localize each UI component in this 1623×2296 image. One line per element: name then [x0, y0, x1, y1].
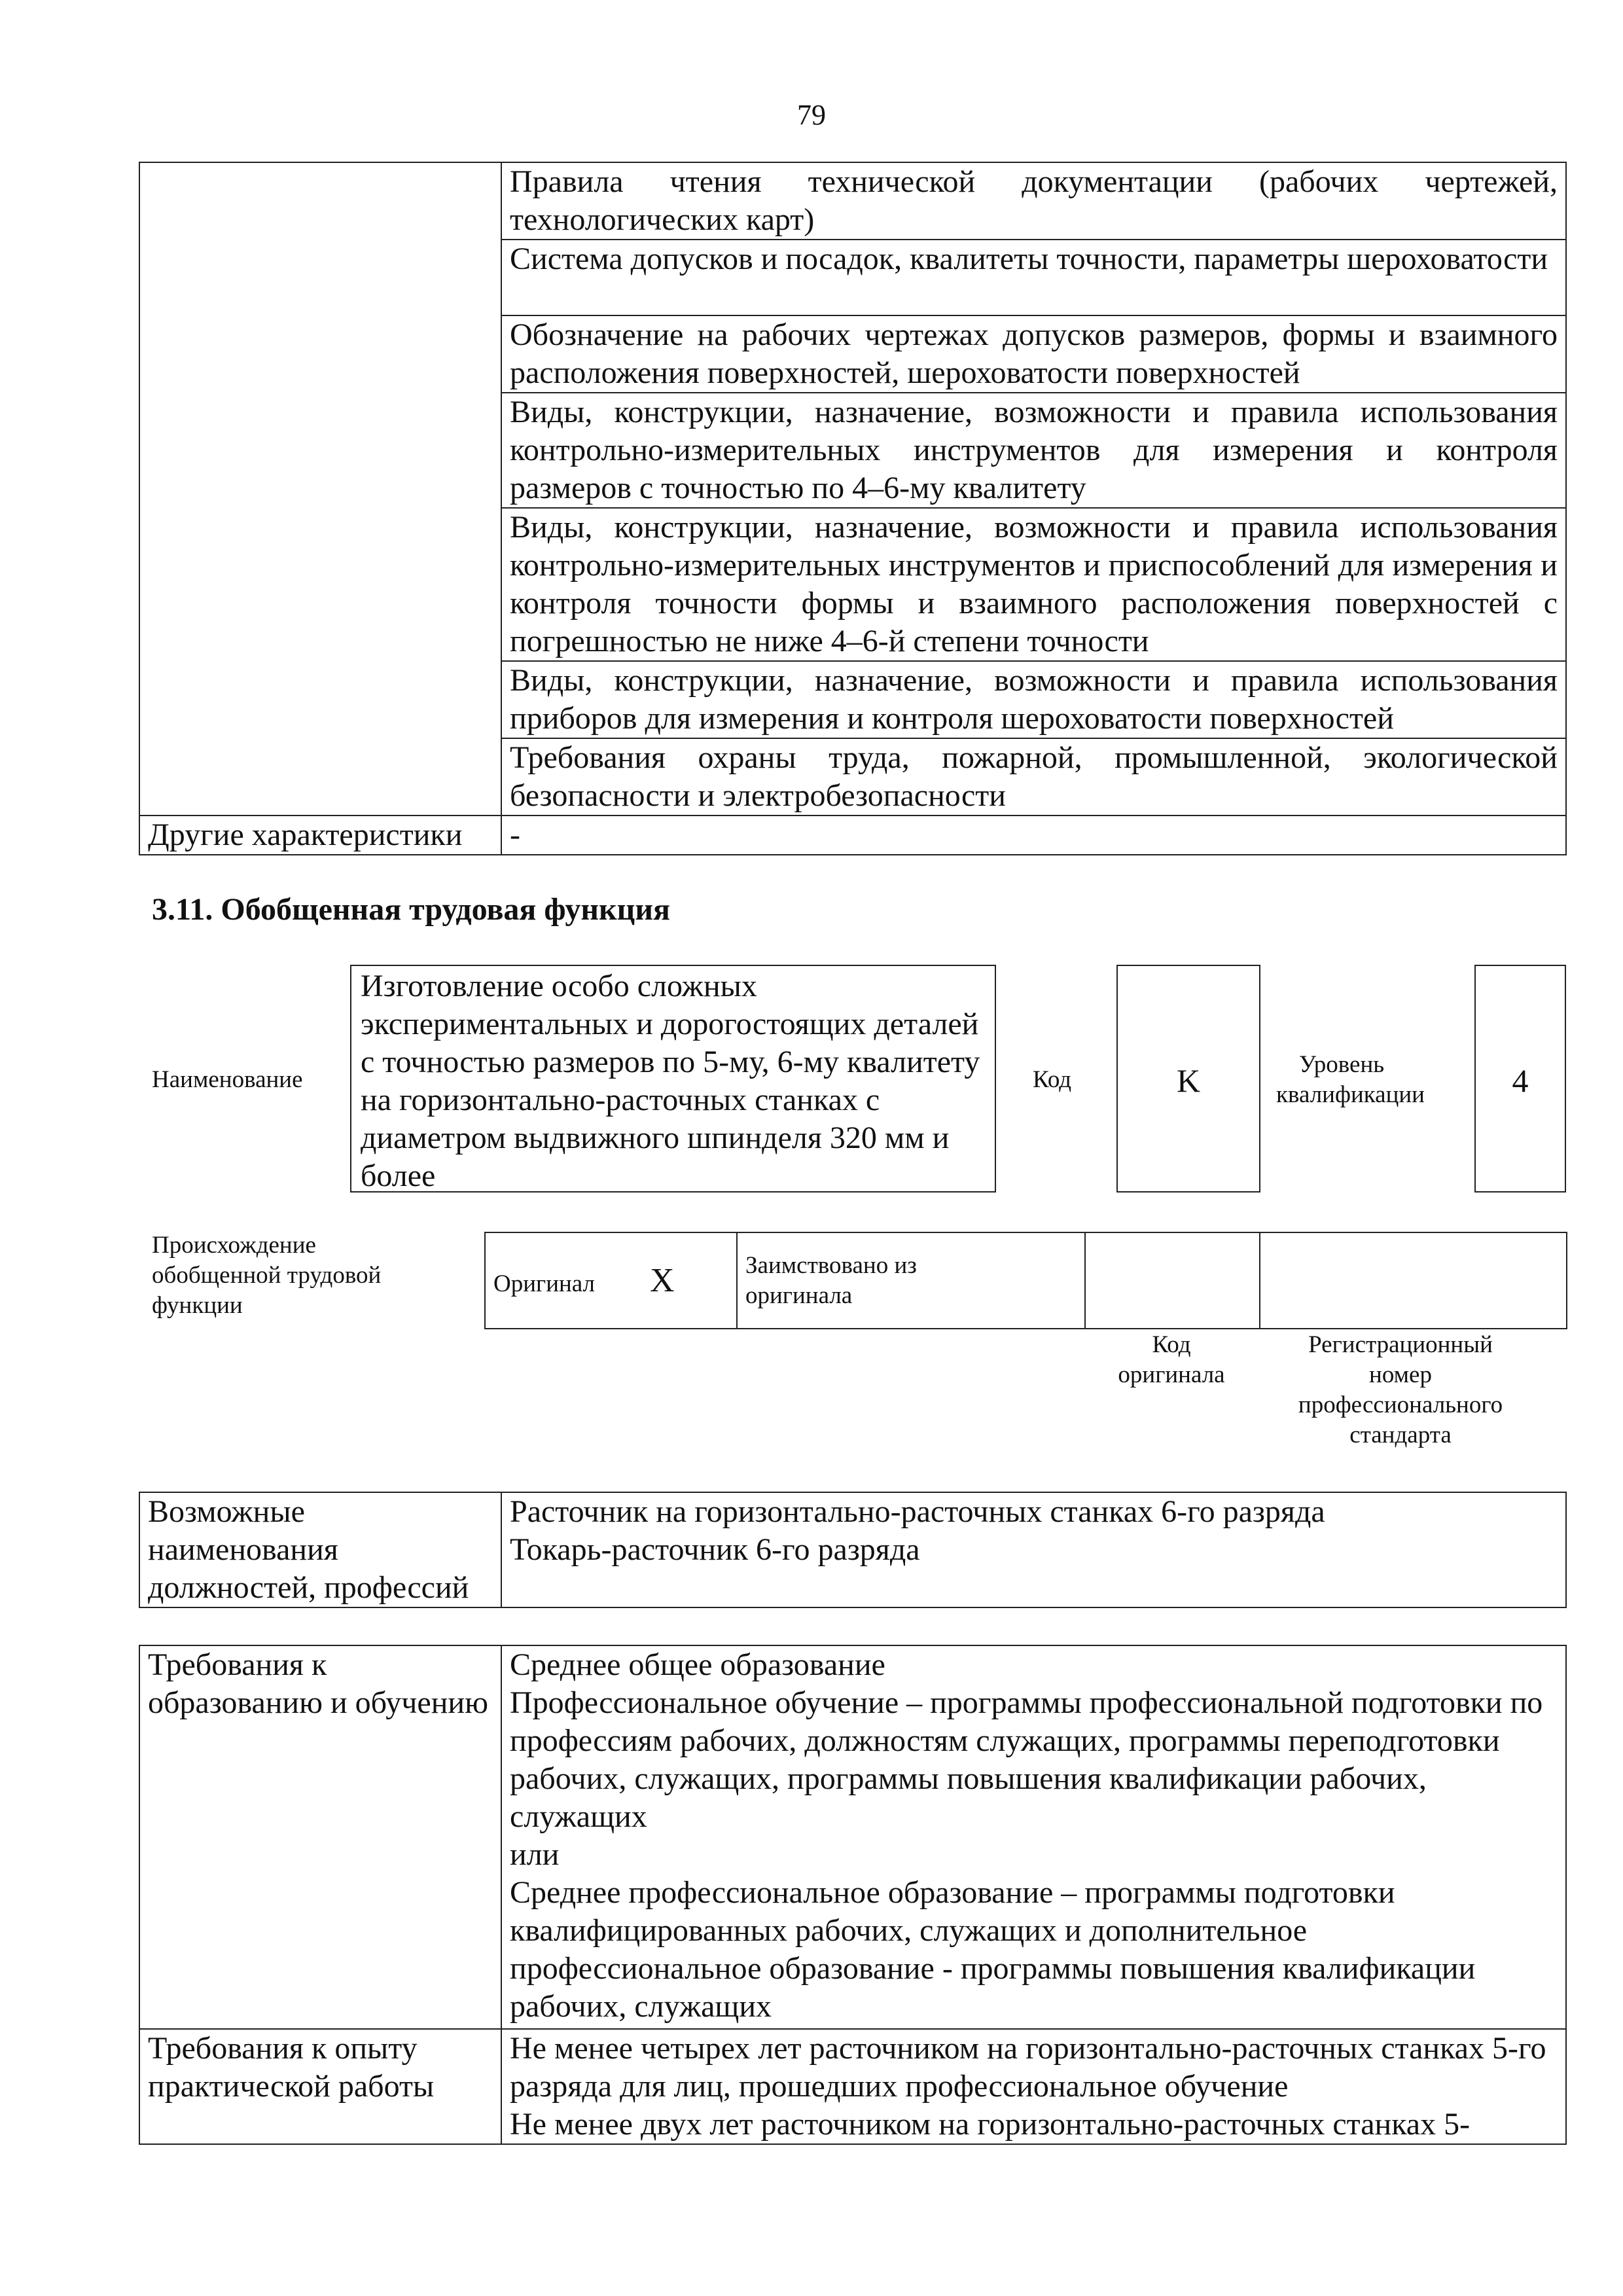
- other-value: -: [501, 816, 1566, 855]
- code-label: Код: [1033, 1066, 1072, 1093]
- table-row: [139, 1645, 1566, 2029]
- knowledge-item: Правила чтения технической документации (рабочих чертежей, технологических карт): [501, 162, 1566, 240]
- name-label: Наименование: [152, 1066, 303, 1093]
- knowledge-table: [139, 162, 1567, 855]
- origin-table: [484, 1232, 1567, 1329]
- positions-values: [501, 1492, 1566, 1607]
- knowledge-item: Требования охраны труда, пожарной, промышленной, экологической безопасности и электробезопасности: [501, 738, 1566, 816]
- position-item: Токарь-расточник 6-го разряда: [510, 1532, 920, 1567]
- table-row: [139, 162, 1566, 240]
- experience-values: [501, 2029, 1566, 2144]
- name-value: Изготовление особо сложных экспериментальных и дорогостоящих деталей с точностью размеров по 5-му, 6-му квалитету на горизонтально-расточных станках с диаметром выдвижного шпинделя 320 мм и более: [361, 969, 980, 1193]
- reg-number-cell: [1260, 1232, 1567, 1329]
- education-line: Профессиональное обучение – программы профессиональной подготовки по профессиям рабочих, должностям служащих, программы переподготовки рабочих, служащих, программы повышения квалификации рабочих, служащих: [510, 1685, 1543, 1834]
- education-line: или: [510, 1837, 560, 1872]
- code-value: K: [1176, 1062, 1201, 1099]
- page-number: 79: [797, 99, 826, 131]
- requirements-table: [139, 1645, 1567, 2145]
- positions-table: [139, 1492, 1567, 1608]
- knowledge-item: Обозначение на рабочих чертежах допусков размеров, формы и взаимного расположения поверхностей, шероховатости поверхностей: [501, 315, 1566, 393]
- left-cell: [139, 162, 501, 816]
- positions-label: Возможные наименования должностей, профессий: [139, 1492, 501, 1607]
- original-cell: [485, 1232, 737, 1329]
- code-original-cell: [1085, 1232, 1260, 1329]
- education-label: Требования к образованию и обучению: [139, 1645, 501, 2029]
- experience-line: Не менее двух лет расточником на горизонтально-расточных станках 5-: [510, 2107, 1471, 2142]
- code-box: [1116, 965, 1260, 1193]
- experience-line: Не менее четырех лет расточником на горизонтально-расточных станках 5-го разряда для лиц, прошедших профессиональное обучение: [510, 2031, 1546, 2104]
- table-row: [485, 1232, 1567, 1329]
- education-line: Среднее профессиональное образование – программы подготовки квалифицированных рабочих, служащих и дополнительное профессиональное образование - программы повышения квалификации рабочих, служащих: [510, 1875, 1476, 2024]
- level-value: 4: [1512, 1062, 1529, 1099]
- level-box: [1474, 965, 1566, 1193]
- table-row: [139, 816, 1566, 855]
- level-label: Уровень квалификации: [1276, 1051, 1425, 1108]
- table-row: [139, 1492, 1566, 1607]
- knowledge-item: Система допусков и посадок, квалитеты точности, параметры шероховатости: [501, 240, 1566, 315]
- education-line: Среднее общее образование: [510, 1647, 885, 1682]
- original-mark: X: [650, 1262, 675, 1299]
- original-label: Оригинал: [493, 1270, 596, 1297]
- knowledge-item: Виды, конструкции, назначение, возможности и правила использования контрольно-измерительных инструментов и приспособлений для измерения и контроля точности формы и взаимного расположения поверхностей с погрешностью не ниже 4–6-й степени точности: [501, 508, 1566, 661]
- education-values: [501, 1645, 1566, 2029]
- reg-number-caption: Регистрационный номер профессионального стандарта: [1298, 1331, 1503, 1448]
- section-heading: 3.11. Обобщенная трудовая функция: [152, 892, 670, 927]
- experience-label: Требования к опыту практической работы: [139, 2029, 501, 2144]
- borrowed-label: Заимствовано из оригинала: [737, 1232, 1085, 1329]
- code-original-caption: Код оригинала: [1118, 1331, 1225, 1388]
- position-item: Расточник на горизонтально-расточных станках 6-го разряда: [510, 1494, 1325, 1529]
- name-value-box: [350, 965, 996, 1193]
- other-label: Другие характеристики: [139, 816, 501, 855]
- knowledge-item: Виды, конструкции, назначение, возможности и правила использования приборов для измерения и контроля шероховатости поверхностей: [501, 661, 1566, 738]
- knowledge-item: Виды, конструкции, назначение, возможности и правила использования контрольно-измерительных инструментов для измерения и контроля размеров с точностью по 4–6-му квалитету: [501, 393, 1566, 508]
- table-row: [139, 2029, 1566, 2144]
- origin-label: Происхождение обобщенной трудовой функции: [152, 1232, 382, 1319]
